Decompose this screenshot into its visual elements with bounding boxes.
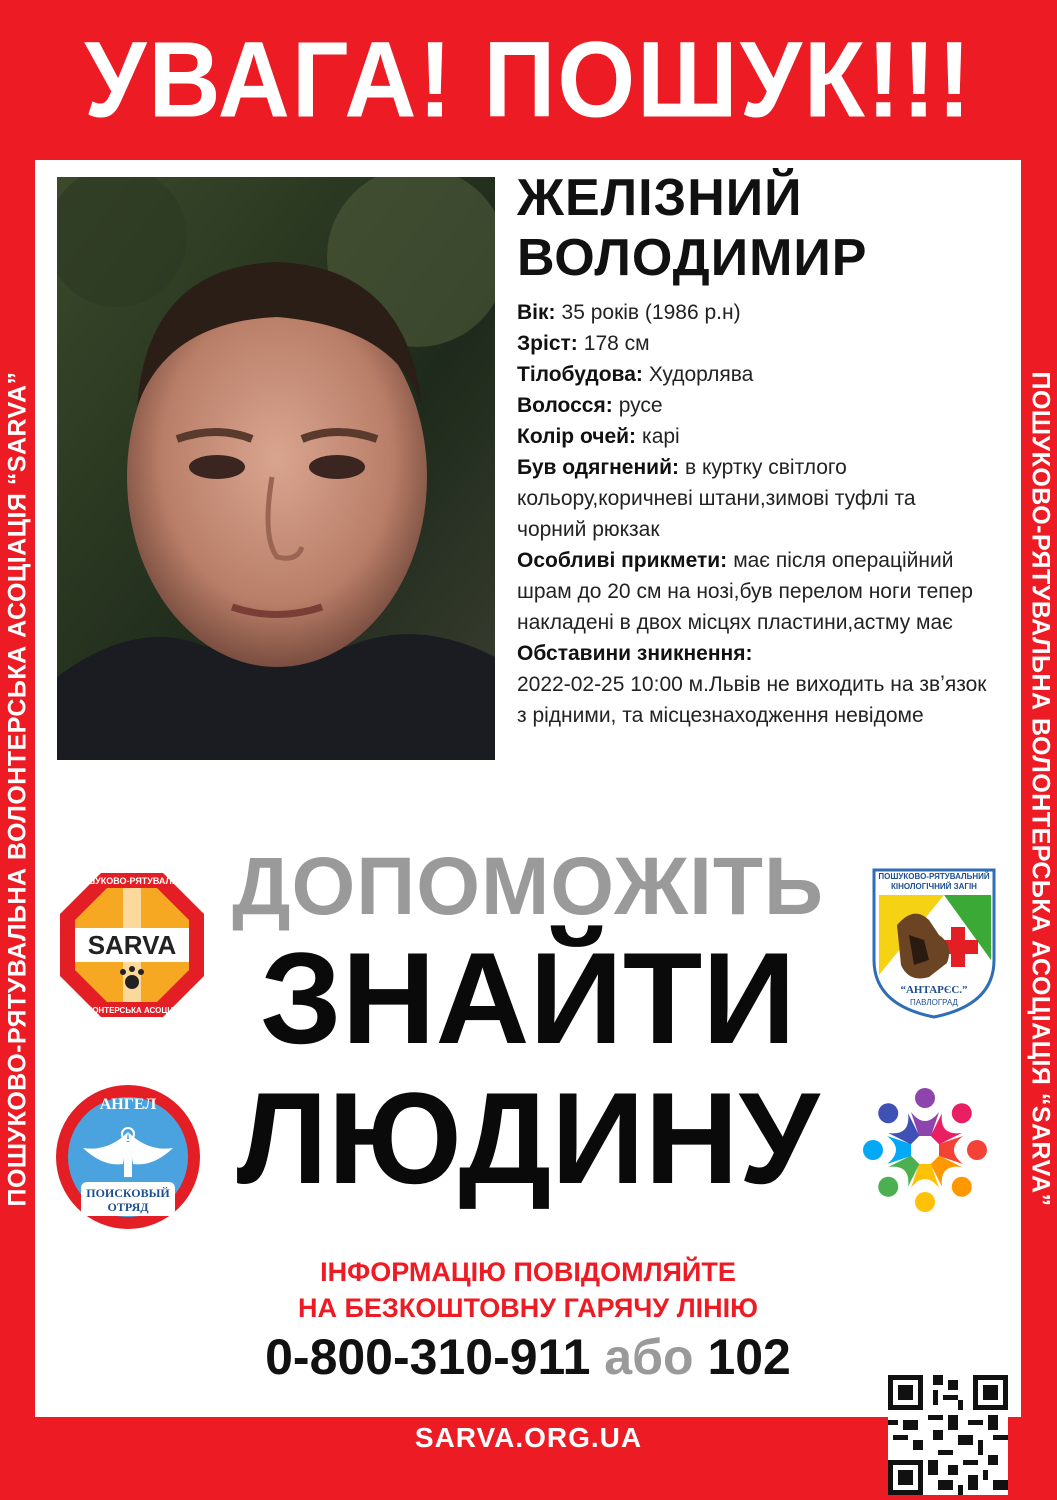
help-line-1: ДОПОМОЖІТЬ <box>232 841 824 932</box>
help-line-3: ЛЮДИНУ <box>236 1065 820 1211</box>
detail-eyes-label: Колір очей: <box>517 425 637 448</box>
detail-circumstances-value: 2022-02-25 10:00 м.Львів не виходить на звʼязок з рідними, та місцезнаходження невідоме <box>517 673 987 727</box>
person-firstname: ВОЛОДИМИР <box>517 229 868 287</box>
detail-age-value: 35 років (1986 р.н) <box>561 301 741 324</box>
person-details <box>517 297 987 731</box>
person-photo-drawing <box>57 177 495 760</box>
poster-card <box>35 160 1021 1417</box>
side-band-left <box>0 160 35 1417</box>
detail-clothes-label: Був одягнений: <box>517 456 679 479</box>
hotline <box>35 1328 1021 1386</box>
sarva-logo-top: ПОШУКОВО-РЯТУВАЛЬНА <box>72 876 192 886</box>
detail-hair <box>517 390 987 421</box>
angel-logo-top: АНГЕЛ <box>99 1096 157 1113</box>
antares-logo-name: “АНТАРЄС.” <box>900 984 968 996</box>
person-surname: ЖЕЛІЗНИЙ <box>517 169 803 227</box>
detail-hair-label: Волосся: <box>517 394 613 417</box>
detail-age <box>517 297 987 328</box>
detail-clothes <box>517 452 987 545</box>
detail-circumstances <box>517 638 987 731</box>
header-title: УВАГА! ПОШУК!!! <box>84 18 973 140</box>
detail-marks-value: має після операційний шрам до 20 см на нозі,був перелом ноги тепер накладені в двох місцях пластини,астму має <box>517 549 973 634</box>
detail-marks-label: Особливі прикмети: <box>517 549 728 572</box>
detail-hair-value: русе <box>618 394 663 417</box>
detail-age-label: Вік: <box>517 301 556 324</box>
detail-build <box>517 359 987 390</box>
detail-eyes <box>517 421 987 452</box>
detail-marks <box>517 545 987 638</box>
detail-height-label: Зріст: <box>517 332 578 355</box>
detail-build-label: Тілобудова: <box>517 363 643 386</box>
hotline-or: або <box>604 1329 694 1385</box>
side-text-right: ПОШУКОВО-РЯТУВАЛЬНА ВОЛОНТЕРСЬКА АСОЦІАЦІЯ “SARVA” <box>1026 370 1054 1207</box>
detail-circumstances-label: Обставини зникнення: <box>517 642 753 665</box>
sarva-logo <box>57 870 207 1020</box>
hotline-short-number[interactable]: 102 <box>707 1329 791 1385</box>
help-line-2: ЗНАЙТИ <box>260 925 796 1071</box>
antares-logo-top2: КІНОЛОГІЧНИЙ ЗАГІН <box>891 882 977 891</box>
side-text-left: ПОШУКОВО-РЯТУВАЛЬНА ВОЛОНТЕРСЬКА АСОЦІАЦІЯ “SARVA” <box>3 370 31 1207</box>
detail-eyes-value: карі <box>642 425 680 448</box>
person-photo <box>57 177 495 760</box>
community-circle-logo <box>855 1080 995 1220</box>
person-name <box>517 168 867 288</box>
detail-build-value: Худорлява <box>648 363 754 386</box>
inform-line-1: ІНФОРМАЦІЮ ПОВІДОМЛЯЙТЕ <box>320 1257 736 1287</box>
antares-logo-top1: ПОШУКОВО-РЯТУВАЛЬНИЙ <box>878 872 990 881</box>
side-band-right <box>1022 160 1057 1417</box>
detail-height <box>517 328 987 359</box>
inform-line-2: НА БЕЗКОШТОВНУ ГАРЯЧУ ЛІНІЮ <box>298 1293 758 1323</box>
antares-logo <box>869 865 999 1020</box>
angel-logo-bottom1: ПОИСКОВЫЙ <box>86 1186 170 1200</box>
detail-height-value: 178 см <box>583 332 650 355</box>
footer-url[interactable]: SARVA.ORG.UA <box>414 1422 643 1453</box>
hotline-number[interactable]: 0-800-310-911 <box>265 1329 591 1385</box>
sarva-logo-name: SARVA <box>87 930 177 960</box>
antares-logo-city: ПАВЛОГРАД <box>910 998 958 1007</box>
header-banner <box>0 0 1057 160</box>
angel-logo-bottom2: ОТРЯД <box>107 1200 149 1214</box>
footer <box>0 1417 1057 1459</box>
angel-logo <box>53 1082 203 1232</box>
detail-clothes-value: в куртку світлого кольору,коричневі штани,зимові туфлі та чорний рюкзак <box>517 456 916 541</box>
sarva-logo-bottom: ВОЛОНТЕРСЬКА АСОЦІАЦІЯ <box>74 1006 190 1015</box>
